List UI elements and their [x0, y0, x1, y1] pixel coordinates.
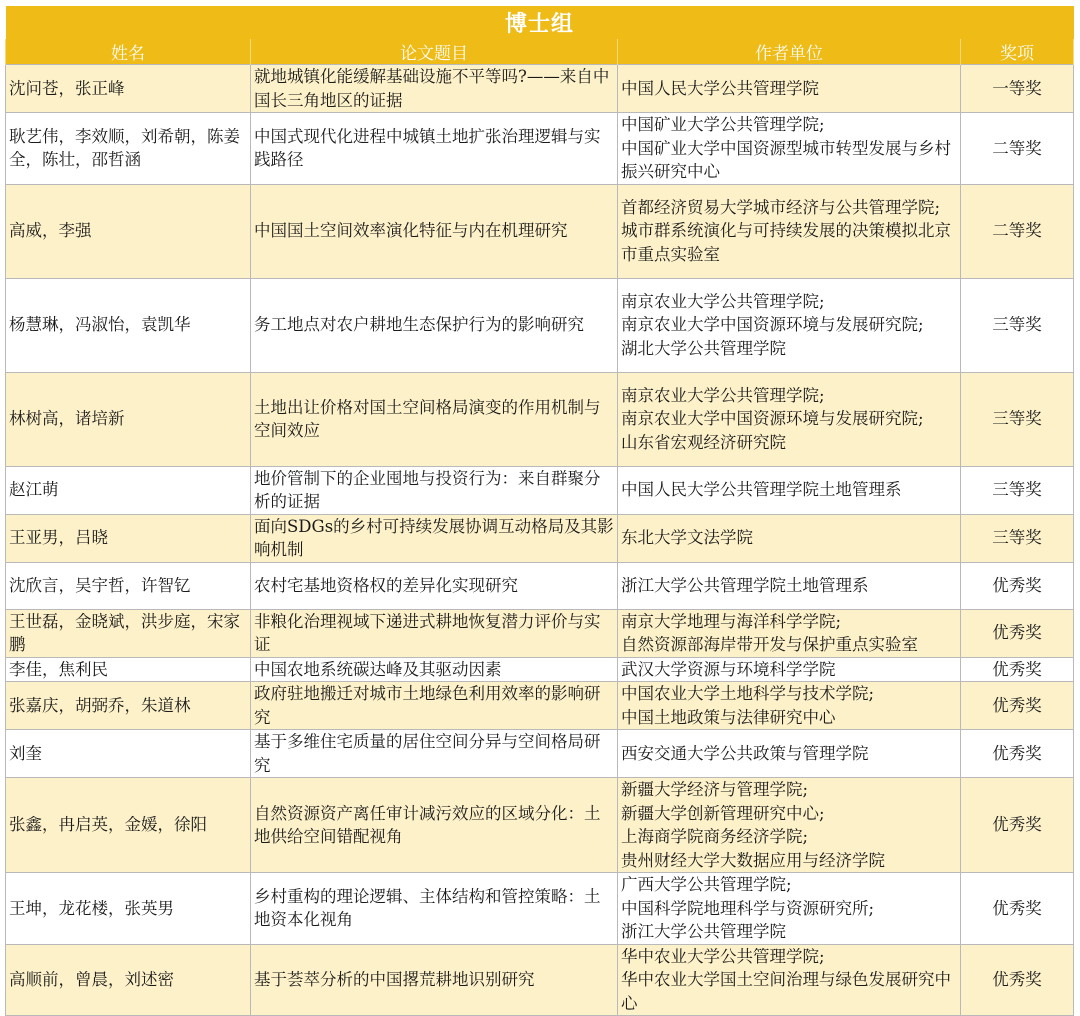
author-names: 刘奎 [6, 730, 251, 778]
affiliation-line: 中国人民大学公共管理学院 [621, 78, 819, 98]
affiliation-line: 华中农业大学国土空间治理与绿色发展研究中心 [621, 970, 951, 1013]
author-names: 王世磊，金晓斌，洪步庭，宋家鹏 [6, 609, 251, 657]
paper-title: 中国国土空间效率演化特征与内在机理研究 [251, 184, 618, 278]
author-affiliation [618, 278, 961, 372]
table-row [6, 873, 1074, 945]
table-row [6, 562, 1074, 609]
author-names: 林树高，诸培新 [6, 372, 251, 466]
author-affiliation [618, 466, 961, 514]
table-row [6, 657, 1074, 682]
affiliation-line: 南京农业大学公共管理学院; [621, 385, 825, 405]
paper-title: 土地出让价格对国土空间格局演变的作用机制与空间效应 [251, 372, 618, 466]
affiliation-line: 南京农业大学中国资源环境与发展研究院; [621, 409, 924, 429]
affiliation-line: 东北大学文法学院 [621, 528, 753, 548]
award-level: 优秀奖 [961, 730, 1074, 778]
award-level: 三等奖 [961, 466, 1074, 514]
award-level: 二等奖 [961, 184, 1074, 278]
table-row [6, 778, 1074, 873]
award-level: 优秀奖 [961, 682, 1074, 730]
author-names: 沈欣言，吴宇哲，许智钇 [6, 562, 251, 609]
table-row [6, 113, 1074, 185]
paper-title: 乡村重构的理论逻辑、主体结构和管控策略：土地资本化视角 [251, 873, 618, 945]
author-affiliation [618, 65, 961, 113]
author-names: 杨慧琳，冯淑怡，袁凯华 [6, 278, 251, 372]
paper-title: 中国式现代化进程中城镇土地扩张治理逻辑与实践路径 [251, 113, 618, 185]
author-names: 张鑫，冉启英，金媛，徐阳 [6, 778, 251, 873]
paper-title: 非粮化治理视域下递进式耕地恢复潜力评价与实证 [251, 609, 618, 657]
header-award: 奖项 [961, 39, 1074, 65]
group-title: 博士组 [6, 6, 1074, 39]
column-header-row [6, 39, 1074, 65]
affiliation-line: 南京农业大学中国资源环境与发展研究院; [621, 315, 924, 335]
table-row [6, 730, 1074, 778]
affiliation-line: 山东省宏观经济研究院 [621, 432, 786, 452]
author-affiliation [618, 682, 961, 730]
table-body [6, 65, 1074, 1016]
author-affiliation [618, 372, 961, 466]
affiliation-line: 首都经济贸易大学城市经济与公共管理学院; [621, 197, 941, 217]
affiliation-line: 湖北大学公共管理学院 [621, 338, 786, 358]
award-level: 优秀奖 [961, 873, 1074, 945]
award-table [5, 6, 1074, 1016]
award-level: 优秀奖 [961, 562, 1074, 609]
affiliation-line: 中国科学院地理科学与资源研究所; [621, 898, 875, 918]
author-names: 张嘉庆，胡弼乔，朱道林 [6, 682, 251, 730]
author-names: 赵江萌 [6, 466, 251, 514]
author-affiliation [618, 514, 961, 562]
header-title: 论文题目 [251, 39, 618, 65]
affiliation-line: 华中农业大学公共管理学院; [621, 946, 825, 966]
author-affiliation [618, 184, 961, 278]
author-affiliation [618, 944, 961, 1016]
table-row [6, 184, 1074, 278]
affiliation-line: 南京农业大学公共管理学院; [621, 291, 825, 311]
author-affiliation [618, 609, 961, 657]
affiliation-line: 新疆大学创新管理研究中心; [621, 803, 825, 823]
author-names: 李佳，焦利民 [6, 657, 251, 682]
paper-title: 基于多维住宅质量的居住空间分异与空间格局研究 [251, 730, 618, 778]
author-affiliation [618, 873, 961, 945]
author-names: 王坤，龙花楼，张英男 [6, 873, 251, 945]
award-level: 三等奖 [961, 514, 1074, 562]
header-org: 作者单位 [618, 39, 961, 65]
affiliation-line: 浙江大学公共管理学院 [621, 922, 786, 941]
author-names: 高威，李强 [6, 184, 251, 278]
group-title-row [6, 6, 1074, 39]
affiliation-line: 上海商学院商务经济学院; [621, 827, 809, 846]
award-level: 一等奖 [961, 65, 1074, 113]
award-level: 优秀奖 [961, 657, 1074, 682]
affiliation-line: 中国农业大学土地科学与技术学院; [621, 684, 875, 703]
paper-title: 中国农地系统碳达峰及其驱动因素 [251, 657, 618, 682]
table-row [6, 65, 1074, 113]
table-row [6, 466, 1074, 514]
award-level: 优秀奖 [961, 778, 1074, 873]
author-names: 王亚男，吕晓 [6, 514, 251, 562]
affiliation-line: 贵州财经大学大数据应用与经济学院 [621, 850, 885, 870]
affiliation-line: 广西大学公共管理学院; [621, 875, 792, 894]
author-affiliation [618, 778, 961, 873]
table-row [6, 278, 1074, 372]
paper-title: 基于荟萃分析的中国撂荒耕地识别研究 [251, 944, 618, 1016]
affiliation-line: 武汉大学资源与环境科学学院 [621, 659, 836, 679]
author-affiliation [618, 562, 961, 609]
table-row [6, 609, 1074, 657]
paper-title: 政府驻地搬迁对城市土地绿色利用效率的影响研究 [251, 682, 618, 730]
affiliation-line: 浙江大学公共管理学院土地管理系 [621, 575, 869, 595]
award-level: 优秀奖 [961, 609, 1074, 657]
affiliation-line: 中国土地政策与法律研究中心 [621, 707, 836, 727]
affiliation-line: 城市群系统演化与可持续发展的决策模拟北京市重点实验室 [621, 221, 951, 264]
author-names: 耿艺伟，李效顺，刘希朝，陈姜全，陈壮，邵哲涵 [6, 113, 251, 185]
affiliation-line: 中国矿业大学中国资源型城市转型发展与乡村振兴研究中心 [621, 138, 951, 181]
award-level: 三等奖 [961, 278, 1074, 372]
header-name: 姓名 [6, 39, 251, 65]
paper-title: 面向SDGs的乡村可持续发展协调互动格局及其影响机制 [251, 514, 618, 562]
affiliation-line: 中国人民大学公共管理学院土地管理系 [621, 480, 902, 500]
author-affiliation [618, 113, 961, 185]
paper-title: 务工地点对农户耕地生态保护行为的影响研究 [251, 278, 618, 372]
paper-title: 就地城镇化能缓解基础设施不平等吗?——来自中国长三角地区的证据 [251, 65, 618, 113]
paper-title: 地价管制下的企业囤地与投资行为：来自群聚分析的证据 [251, 466, 618, 514]
affiliation-line: 中国矿业大学公共管理学院; [621, 115, 825, 134]
table-row [6, 514, 1074, 562]
affiliation-line: 南京大学地理与海洋科学学院; [621, 611, 842, 631]
author-names: 高顺前，曾晨，刘述密 [6, 944, 251, 1016]
award-level: 三等奖 [961, 372, 1074, 466]
table-row [6, 372, 1074, 466]
author-affiliation [618, 657, 961, 682]
affiliation-line: 西安交通大学公共政策与管理学院 [621, 743, 869, 763]
paper-title: 自然资源资产离任审计减污效应的区域分化：土地供给空间错配视角 [251, 778, 618, 873]
table-row [6, 682, 1074, 730]
table-row [6, 944, 1074, 1016]
award-level: 二等奖 [961, 113, 1074, 185]
author-names: 沈问苍，张正峰 [6, 65, 251, 113]
award-level: 优秀奖 [961, 944, 1074, 1016]
affiliation-line: 自然资源部海岸带开发与保护重点实验室 [621, 635, 918, 654]
affiliation-line: 新疆大学经济与管理学院; [621, 780, 809, 799]
paper-title: 农村宅基地资格权的差异化实现研究 [251, 562, 618, 609]
author-affiliation [618, 730, 961, 778]
